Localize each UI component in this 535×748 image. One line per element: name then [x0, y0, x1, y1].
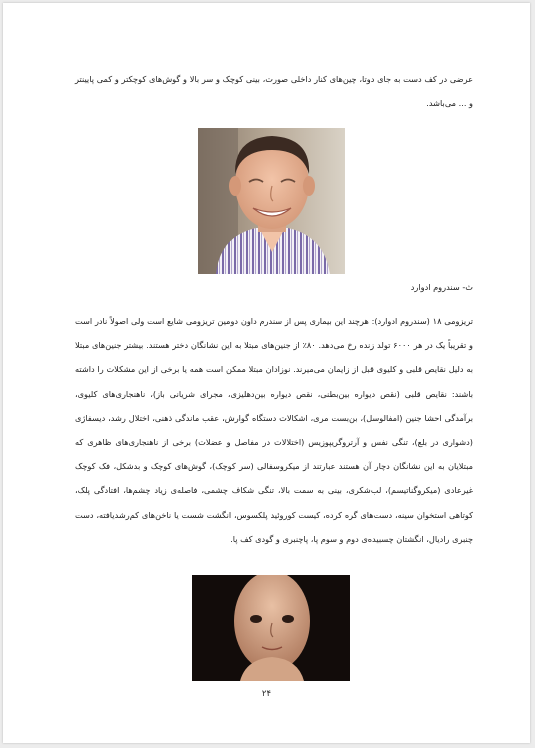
page-number: ۲۴ — [261, 689, 272, 699]
document-page — [3, 3, 530, 743]
person-photo — [198, 128, 345, 274]
infant-photo — [192, 575, 350, 681]
body-paragraph: عرضی در کف دست به جای دوتا، چین‌های کنار داخلی صورت، بینی کوچک و سر بالا و گوش‌های کوچکتر و کمی پایینتر و ... می‌باشد. — [75, 74, 473, 109]
body-paragraph: تریزومی ۱۸ (سندروم ادوارد): هرچند این بیماری پس از سندرم داون دومین تریزومی شایع است ولی اصولاً نادر است و تقریباً یک در هر ۶۰۰۰ تولد زنده رخ می‌دهد. ۸۰٪ از جنین‌های مبتلا به این نشانگان دختر هستند. بیشتر جنین‌های مبتلا به دلیل نقایص قلبی و کلیوی قبل از زایمان می‌میرند. نوزادان مبتلا ممکن است همه یا برخی از این مشکلات را داشته باشند: نقایص قلبی (نقص دیواره بین‌بطنی، نقص دیواره بین‌دهلیزی، مجرای شریانی باز)، ناهنجاری‌های کلیوی، برآمدگی احشا جنین (امفالوسل)، بن‌بست مری، اشکالات دستگاه گوارش، عقب ماندگی ذهنی، اختلال رشد، دیسفاژی (دشواری در بلع)، تنگی نفس و آرتروگریپوزیس (اختلالات در مفاصل و عضلات) برخی از ناهنجاری‌های ظاهری که مبتلایان به این نشانگان دچار آن هستند عبارتند از میکروسفالی (سر کوچک)، گوش‌های کوچک و بدشکل، فک کوچک غیرعادی (میکروگناتیسم)، لب‌شکری، بینی به سمت بالا، تنگی شکاف چشمی، فاصله‌ی زیاد چشم‌ها، افتادگی پلک، کوتاهی استخوان سینه، دست‌های گره کرده، کیست کوروئید پلکسوس، انگشت شست یا ناخن‌های کم‌رشدیافته، دست چنبری رادیال، انگشتان چسبیده‌ی دوم و سوم پا، پاچنبری و گودی کف پا. — [75, 316, 474, 544]
section-heading: ث- سندروم ادوارد — [410, 282, 473, 292]
